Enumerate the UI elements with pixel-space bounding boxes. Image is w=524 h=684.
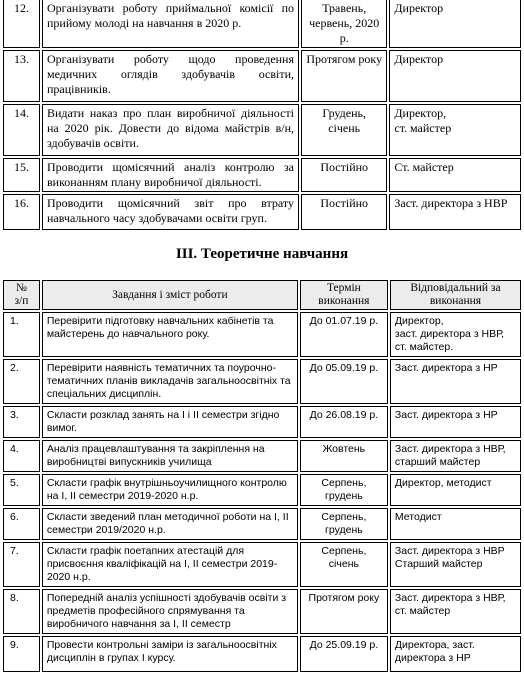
cell-responsible: Заст. директора з НР <box>390 406 521 438</box>
cell-task: Перевірити наявність тематичних та поурочно-тематичних планів викладачів загальноосвітніх та спеціальних дисциплін. <box>42 359 298 404</box>
cell-term: Серпень, січень <box>300 542 388 587</box>
table-row <box>3 636 521 672</box>
cell-task: Організувати роботу приймальної комісії по прийому молоді на навчання в 2020 р. <box>42 0 299 48</box>
cell-term: Постійно <box>301 158 387 192</box>
cell-task: Провести контрольні заміри із загальноосвітніх дисциплін в групах І курсу. <box>42 636 298 672</box>
table-row <box>3 50 521 102</box>
table-row <box>3 542 521 587</box>
cell-term: Серпень, грудень <box>300 508 388 540</box>
cell-number: 9. <box>3 636 40 672</box>
cell-term: До 01.07.19 р. <box>300 312 388 357</box>
cell-responsible: Директора, заст. директора з НР <box>390 636 521 672</box>
cell-responsible: Директор, методист <box>390 474 521 506</box>
cell-term: До 05.09.19 р. <box>300 359 388 404</box>
cell-number: 5. <box>3 474 40 506</box>
cell-responsible: Заст. директора з НВР, старший майстер <box>390 440 521 472</box>
cell-task: Організувати роботу щодо проведення медичних оглядів здобувачів освіти, працівників. <box>42 50 299 102</box>
cell-responsible: Директор, заст. директора з НВР, ст. майстер. <box>390 312 521 357</box>
cell-number: 8. <box>3 589 40 634</box>
header-task: Завдання і зміст роботи <box>42 280 298 310</box>
cell-responsible: Методист <box>390 508 521 540</box>
plan-table-continued <box>1 0 523 232</box>
header-term: Термін виконання <box>300 280 388 310</box>
cell-term: Жовтень <box>300 440 388 472</box>
theory-training-table <box>1 278 523 674</box>
cell-term: До 25.09.19 р. <box>300 636 388 672</box>
cell-term: Серпень, грудень <box>300 474 388 506</box>
cell-term: Грудень, січень <box>301 104 387 156</box>
table-row <box>3 104 521 156</box>
header-responsible: Відповідальний за виконання <box>390 280 521 310</box>
cell-responsible: Директор <box>389 50 521 102</box>
cell-responsible: Заст. директора з НВР <box>389 194 521 230</box>
cell-task: Проводити щомісячний звіт про втрату навчального часу здобувачами освіти груп. <box>42 194 299 230</box>
cell-term: Травень, червень, 2020 р. <box>301 0 387 48</box>
cell-term: Постійно <box>301 194 387 230</box>
table-row <box>3 440 521 472</box>
table-row <box>3 0 521 48</box>
plan-table-body <box>3 0 521 230</box>
cell-task: Скласти графік поетапних атестацій для присвоєння кваліфікацій на І, ІІ семестри 2019-2020 н.р. <box>42 542 298 587</box>
table-header-row <box>3 280 521 310</box>
cell-term: Протягом року <box>300 589 388 634</box>
header-number: № з/п <box>3 280 40 310</box>
section-title: ІІІ. Теоретичне навчання <box>175 246 349 262</box>
table-row <box>3 508 521 540</box>
cell-responsible: Заст. директора з НВР, ст. майстер <box>390 589 521 634</box>
table-row <box>3 312 521 357</box>
cell-task: Попередній аналіз успішності здобувачів освіти з предметів професійного спрямування та виробничого навчання за І, ІІ семестр <box>42 589 298 634</box>
cell-task: Видати наказ про план виробничої діяльності на 2020 рік. Довести до відома майстрів в/н, здобувачів освіти. <box>42 104 299 156</box>
cell-task: Проводити щомісячний аналіз контролю за виконанням плану виробничої діяльності. <box>42 158 299 192</box>
table-row <box>3 406 521 438</box>
cell-task: Скласти зведений план методичної роботи на І, ІІ семестри 2019/2020 н.р. <box>42 508 298 540</box>
theory-table-body <box>3 312 521 672</box>
cell-number: 6. <box>3 508 40 540</box>
table-row <box>3 158 521 192</box>
cell-number: 2. <box>3 359 40 404</box>
cell-task: Скласти розклад занять на І і ІІ семестри згідно вимог. <box>42 406 298 438</box>
cell-task: Аналіз працевлаштування та закріплення на виробництві випускників училища <box>42 440 298 472</box>
cell-number: 4. <box>3 440 40 472</box>
cell-number: 12. <box>3 0 40 48</box>
cell-responsible: Ст. майстер <box>389 158 521 192</box>
cell-number: 16. <box>3 194 40 230</box>
cell-number: 7. <box>3 542 40 587</box>
cell-term: До 26.08.19 р. <box>300 406 388 438</box>
cell-number: 14. <box>3 104 40 156</box>
table-row <box>3 589 521 634</box>
cell-number: 13. <box>3 50 40 102</box>
table-row <box>3 474 521 506</box>
cell-responsible: Заст. директора з НВР Старший майстер <box>390 542 521 587</box>
cell-term: Протягом року <box>301 50 387 102</box>
cell-number: 15. <box>3 158 40 192</box>
table-row <box>3 359 521 404</box>
cell-responsible: Директор, ст. майстер <box>389 104 521 156</box>
cell-task: Перевірити підготовку навчальних кабінетів та майстерень до навчального року. <box>42 312 298 357</box>
cell-responsible: Заст. директора з НР <box>390 359 521 404</box>
cell-number: 3. <box>3 406 40 438</box>
cell-task: Скласти графік внутрішньоучилищного контролю на І, ІІ семестри 2019-2020 н.р. <box>42 474 298 506</box>
table-row <box>3 194 521 230</box>
cell-number: 1. <box>3 312 40 357</box>
cell-responsible: Директор <box>389 0 521 48</box>
